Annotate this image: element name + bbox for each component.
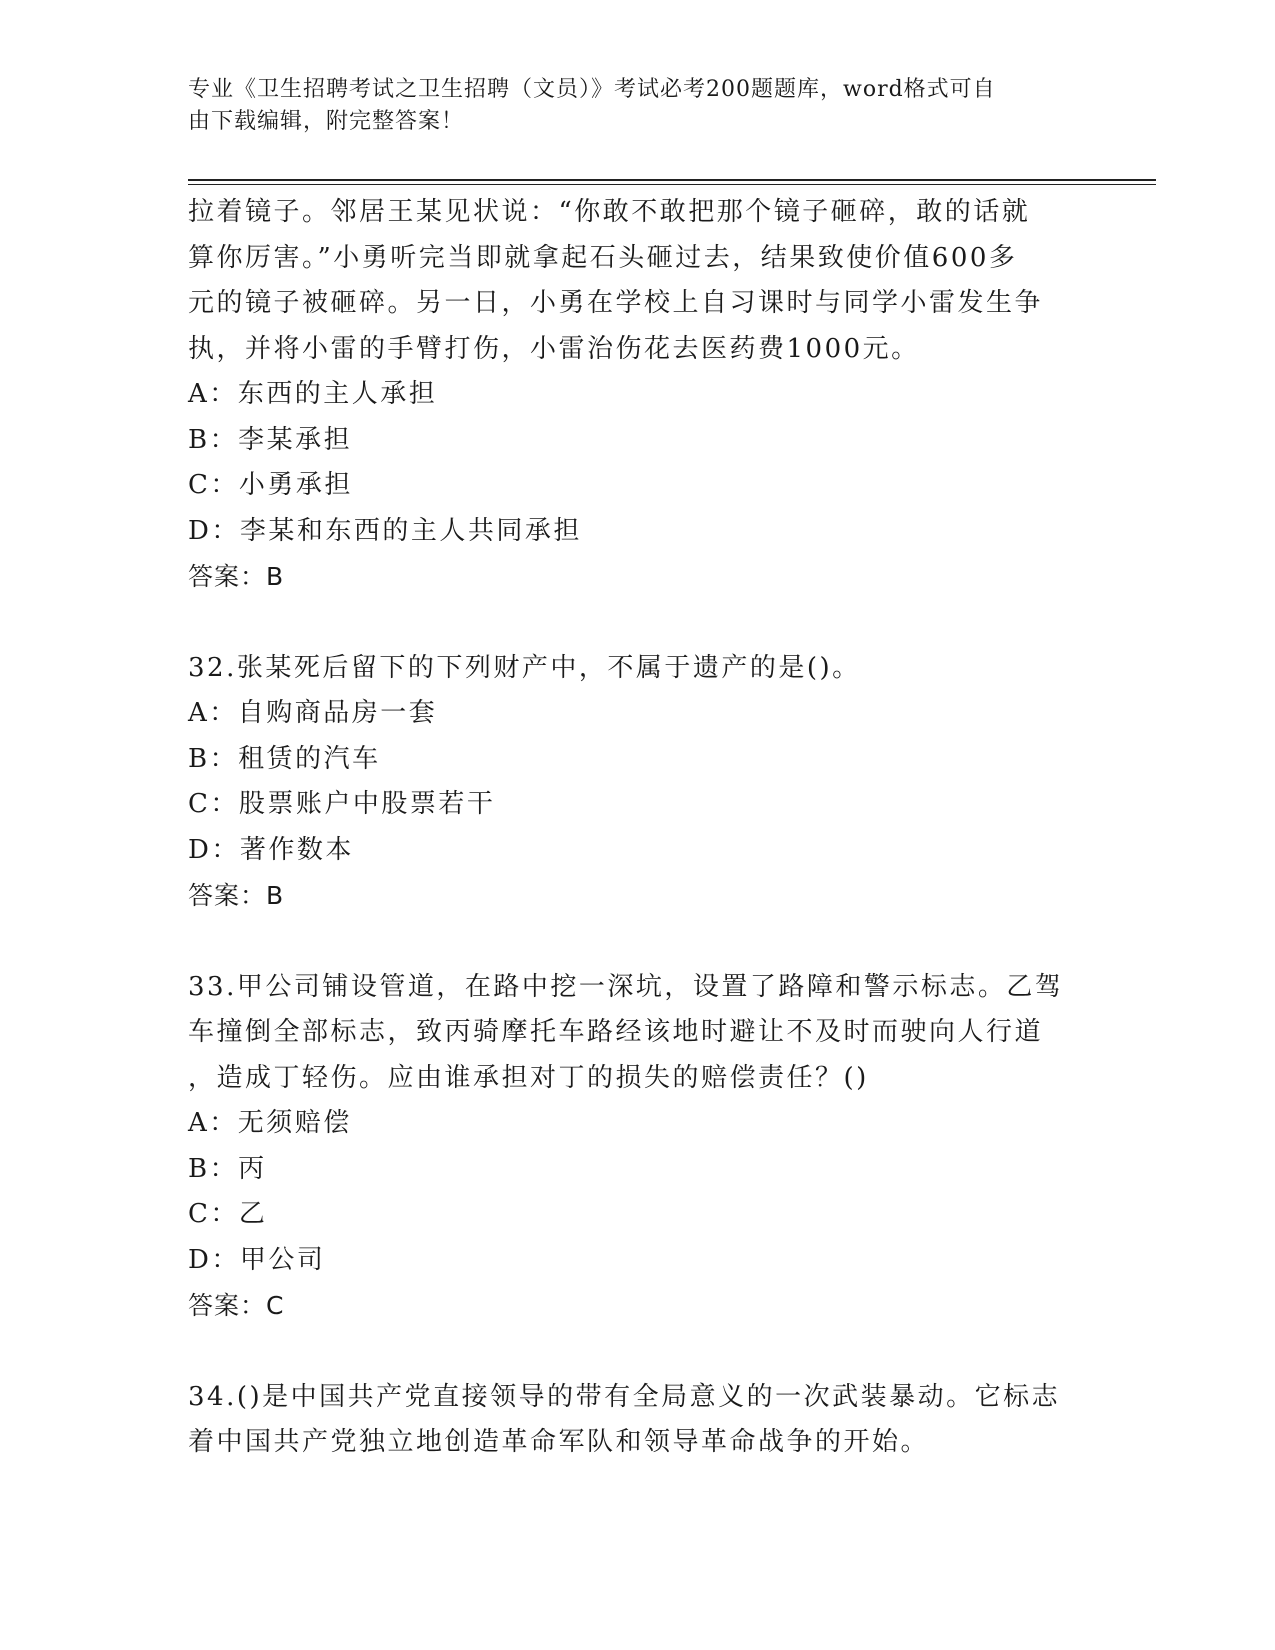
- option-a: A：自购商品房一套: [188, 698, 438, 728]
- header-divider: [188, 179, 1156, 181]
- question-34: [188, 1375, 1088, 1466]
- spacer: [188, 1329, 1088, 1375]
- option-a: A：东西的主人承担: [188, 379, 438, 409]
- document-header: [188, 74, 1068, 138]
- question-text-line: 执，并将小雷的手臂打伤，小雷治伤花去医药费1000元。: [188, 333, 920, 364]
- option-a: A：无须赔偿: [188, 1108, 352, 1138]
- answer-line: 答案：B: [188, 562, 285, 591]
- option-d: D：甲公司: [188, 1244, 326, 1275]
- option-b: B：李某承担: [188, 424, 353, 455]
- option-d: D：李某和东西的主人共同承担: [188, 515, 582, 546]
- header-divider-thin: [188, 184, 1156, 185]
- spacer: [188, 600, 1088, 646]
- answer-line: 答案：C: [188, 1291, 285, 1320]
- answer-line: 答案：B: [188, 881, 285, 910]
- question-text-line: 算你厉害。”小勇听完当即就拿起石头砸过去，结果致使价值600多: [188, 242, 1018, 273]
- question-32: [188, 646, 1088, 919]
- option-c: C：股票账户中股票若干: [188, 789, 496, 819]
- spacer: [188, 919, 1088, 965]
- document-body: [188, 190, 1088, 1466]
- option-b: B：租赁的汽车: [188, 743, 381, 774]
- question-text-line: ，造成丁轻伤。应由谁承担对丁的损失的赔偿责任？(): [188, 1062, 869, 1093]
- question-text-line: 33.甲公司铺设管道，在路中挖一深坑，设置了路障和警示标志。乙驾: [188, 971, 1064, 1002]
- option-c: C：小勇承担: [188, 470, 353, 500]
- header-line-2: 由下载编辑，附完整答案！: [188, 109, 465, 134]
- question-text-line: 32.张某死后留下的下列财产中，不属于遗产的是()。: [188, 652, 861, 683]
- option-d: D：著作数本: [188, 834, 354, 865]
- question-text-line: 34.()是中国共产党直接领导的带有全局意义的一次武装暴动。它标志: [188, 1381, 1061, 1412]
- option-c: C：乙: [188, 1199, 268, 1229]
- header-line-1: 专业《卫生招聘考试之卫生招聘（文员）》考试必考200题题库，word格式可自: [188, 77, 996, 102]
- question-text-line: 着中国共产党独立地创造革命军队和领导革命战争的开始。: [188, 1427, 930, 1457]
- question-text-line: 车撞倒全部标志，致丙骑摩托车路经该地时避让不及时而驶向人行道: [188, 1017, 1044, 1047]
- question-text-line: 拉着镜子。邻居王某见状说：“你敢不敢把那个镜子砸碎，敢的话就: [188, 197, 1031, 227]
- question-33: [188, 965, 1088, 1329]
- option-b: B：丙: [188, 1153, 267, 1184]
- question-31: [188, 190, 1088, 600]
- question-text-line: 元的镜子被砸碎。另一日，小勇在学校上自习课时与同学小雷发生争: [188, 288, 1044, 318]
